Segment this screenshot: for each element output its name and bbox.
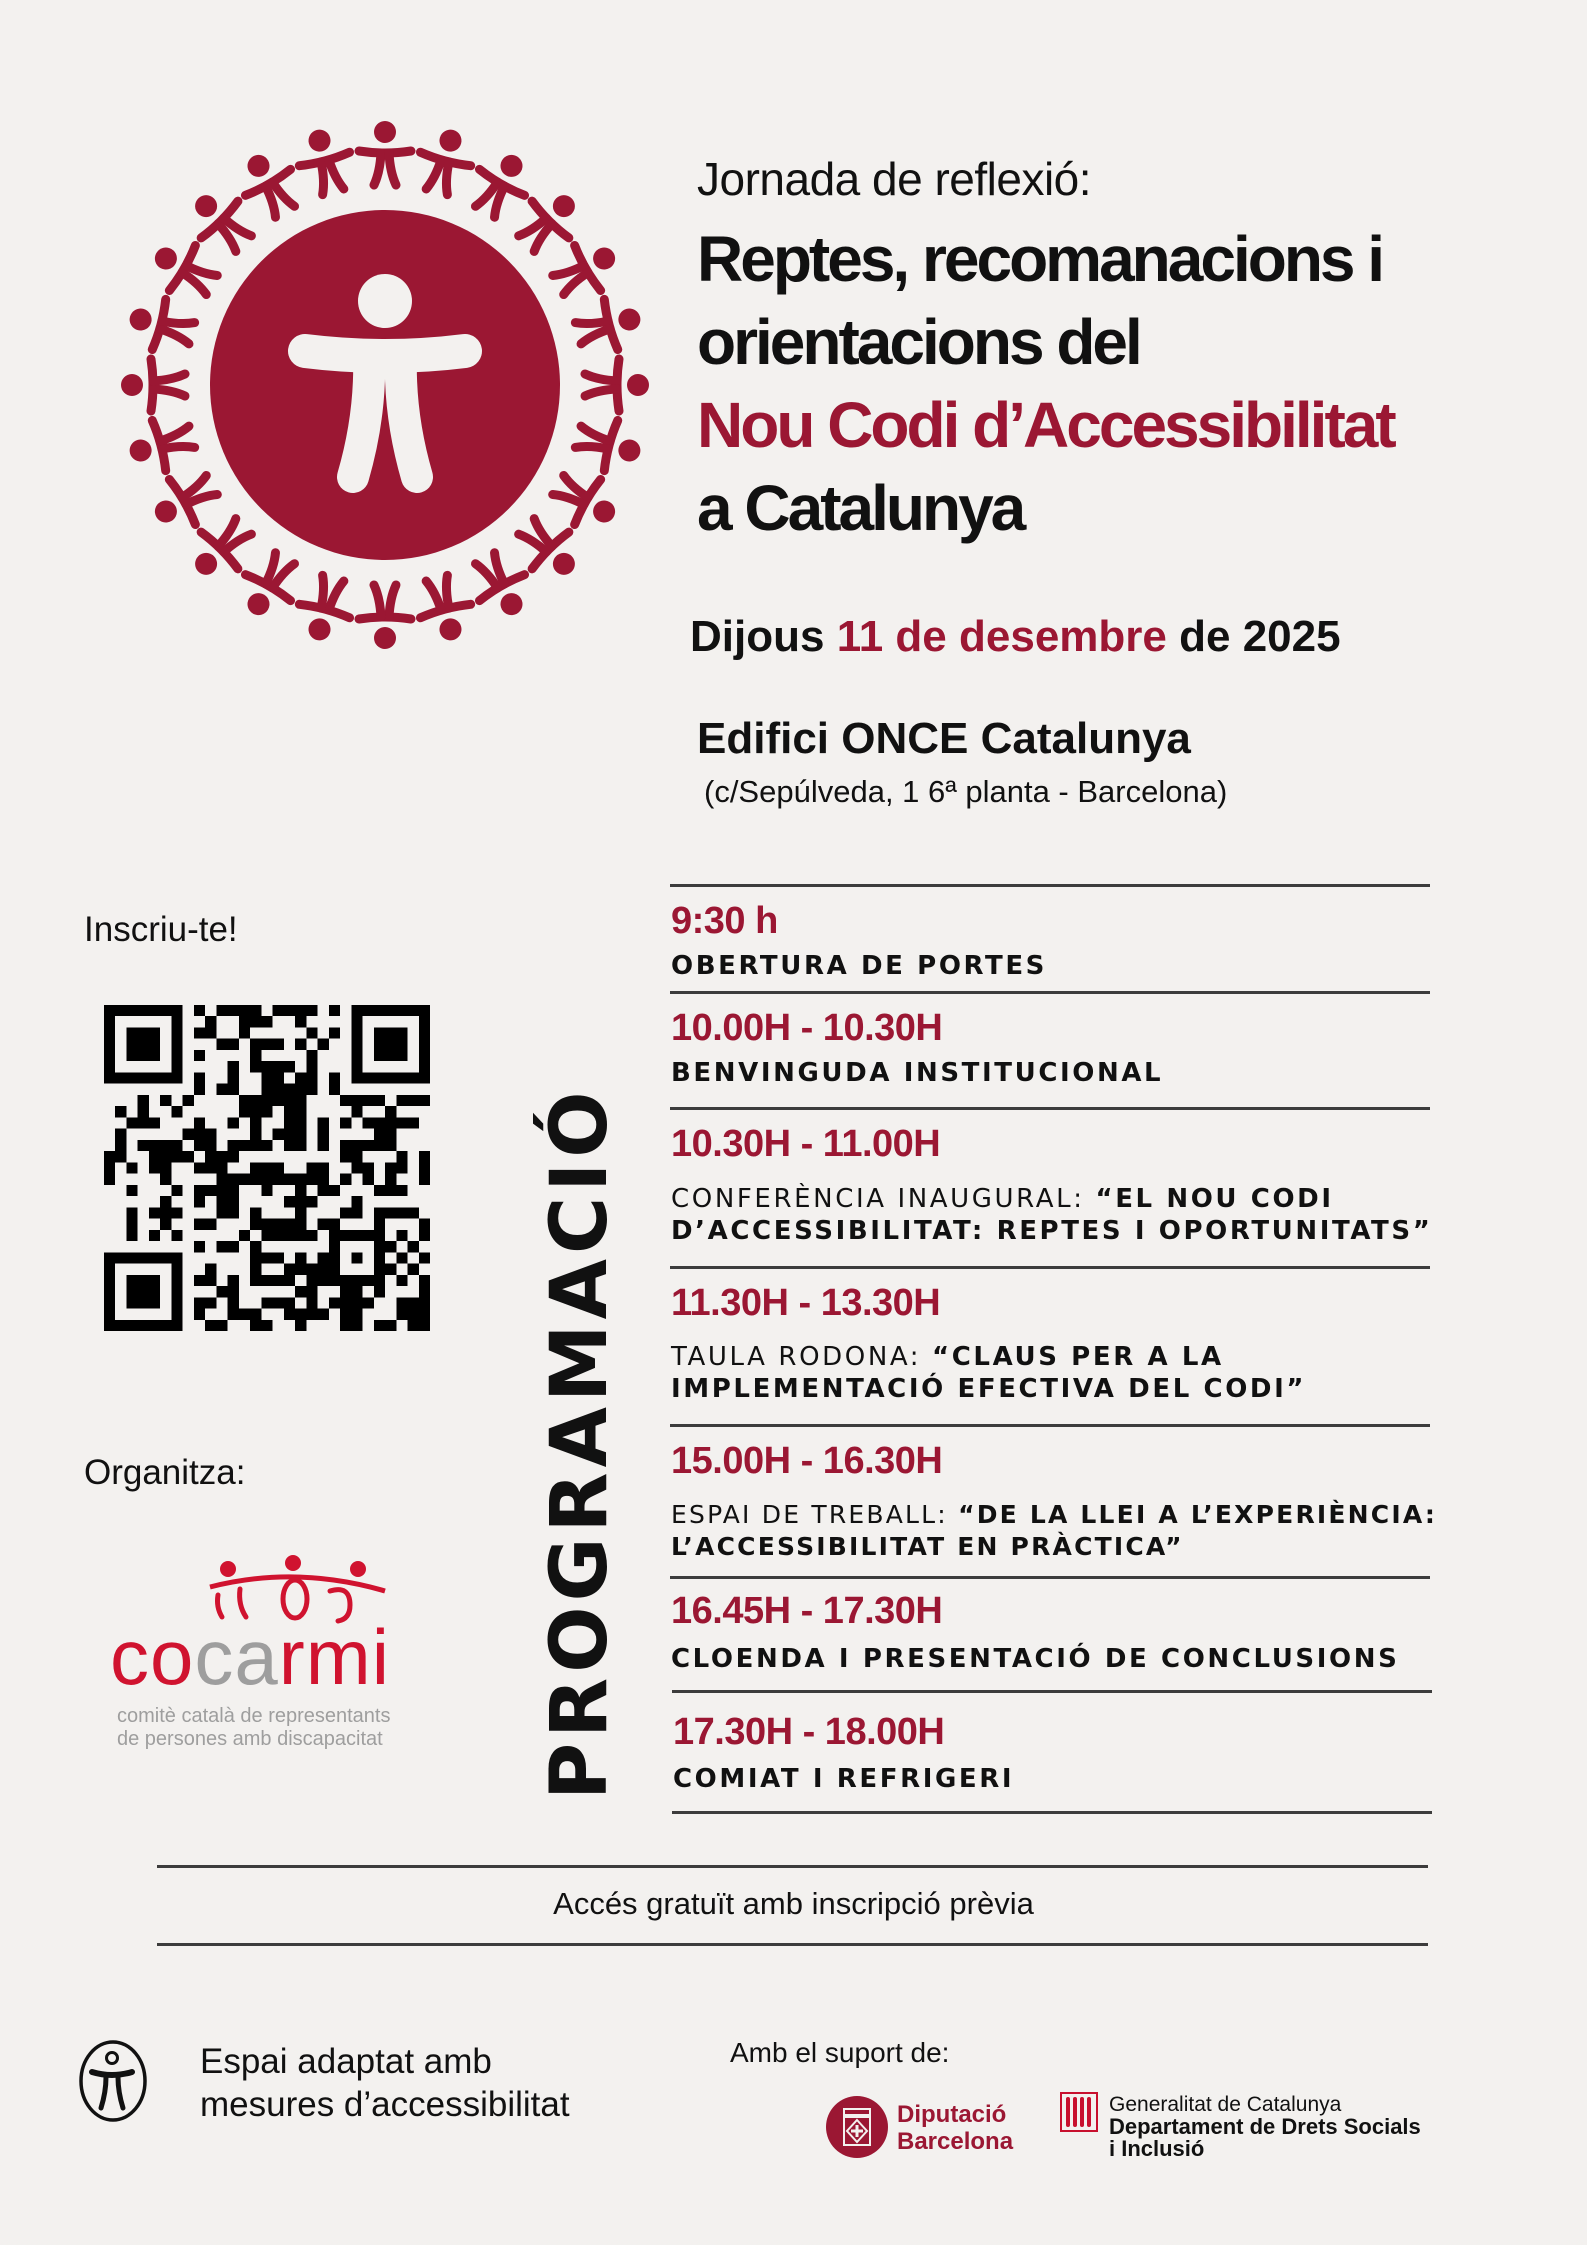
- cocarmi-subtitle: [117, 1705, 391, 1751]
- organizer-label: Organitza:: [84, 1453, 246, 1492]
- divider: [670, 1107, 1430, 1110]
- register-label: Inscriu-te!: [84, 910, 238, 949]
- schedule-time: 10.00H - 10.30H: [671, 1007, 943, 1049]
- schedule-time: 17.30H - 18.00H: [673, 1711, 945, 1753]
- schedule-description: [671, 1499, 1437, 1563]
- date-year: de 2025: [1179, 612, 1341, 661]
- accessibility-note-line: Espai adaptat amb: [200, 2042, 492, 2081]
- description-light: ESPAI DE TREBALL:: [671, 1500, 959, 1529]
- event-address: (c/Sepúlveda, 1 6ª planta - Barcelona): [704, 774, 1228, 809]
- description-bold: OBERTURA DE PORTES: [671, 951, 1048, 981]
- event-venue: Edifici ONCE Catalunya: [697, 714, 1191, 763]
- title-line: Reptes, recomanacions i: [697, 223, 1383, 295]
- wordmark-part: rmi: [278, 1613, 391, 1701]
- cocarmi-subtitle-line: de persones amb discapacitat: [117, 1728, 383, 1750]
- description-bold: BENVINGUDA INSTITUCIONAL: [671, 1058, 1164, 1088]
- schedule-description: [671, 1057, 1163, 1089]
- wordmark-part: ca: [194, 1613, 279, 1701]
- sponsor-name-line: Generalitat de Catalunya: [1109, 2093, 1342, 2116]
- wordmark-part: co: [110, 1613, 195, 1701]
- description-bold: “DE LA LLEI A L’EXPERIÈNCIA:: [958, 1500, 1438, 1529]
- description-bold: “EL NOU CODI: [1095, 1184, 1334, 1214]
- schedule-description: [671, 1183, 1432, 1247]
- cocarmi-wordmark: [110, 1612, 390, 1703]
- accessibility-note: [200, 2040, 570, 2126]
- description-bold: IMPLEMENTACIÓ EFECTIVA DEL CODI”: [671, 1374, 1307, 1404]
- description-bold: “CLAUS PER A LA: [932, 1342, 1224, 1372]
- schedule-description: [671, 1341, 1306, 1405]
- divider: [670, 884, 1430, 887]
- date-day-name: Dijous: [690, 612, 825, 661]
- title-line-accent: Nou Codi d’Accessibilitat: [697, 389, 1394, 461]
- title-line: a Catalunya: [697, 472, 1024, 544]
- description-bold: L’ACCESSIBILITAT EN PRÀCTICA”: [671, 1532, 1184, 1561]
- diputacio-barcelona-shield-icon: [826, 2096, 888, 2158]
- program-vertical-title: PROGRAMACIÓ: [535, 1086, 625, 1800]
- sponsor-name-line: Barcelona: [897, 2128, 1014, 2155]
- divider: [670, 1424, 1430, 1427]
- cocarmi-subtitle-line: comitè català de representants: [117, 1705, 391, 1727]
- schedule-time: 11.30H - 13.30H: [671, 1282, 941, 1324]
- description-light: TAULA RODONA:: [671, 1342, 933, 1372]
- description-bold: CLOENDA I PRESENTACIÓ DE CONCLUSIONS: [671, 1644, 1400, 1674]
- support-label: Amb el suport de:: [730, 2037, 950, 2068]
- event-subtitle: Jornada de reflexió:: [697, 153, 1092, 205]
- event-date: [690, 612, 1341, 662]
- description-bold: COMIAT I REFRIGERI: [673, 1764, 1015, 1794]
- divider: [670, 1266, 1430, 1269]
- sponsor-name-line: Departament de Drets Socials: [1109, 2114, 1421, 2139]
- event-title: [697, 218, 1394, 550]
- schedule-description: [673, 1763, 1014, 1795]
- schedule-time: 9:30 h: [671, 900, 778, 942]
- accessibility-person-icon: [78, 2040, 148, 2122]
- schedule-time: 10.30H - 11.00H: [671, 1123, 941, 1165]
- schedule-time: 15.00H - 16.30H: [671, 1440, 943, 1482]
- accessibility-circle-logo: [105, 105, 665, 665]
- description-bold: D’ACCESSIBILITAT: REPTES I OPORTUNITATS”: [671, 1216, 1433, 1246]
- generalitat-senyera-icon: [1060, 2092, 1098, 2132]
- divider: [670, 991, 1430, 994]
- schedule-description: [671, 1643, 1399, 1675]
- schedule-description: [671, 950, 1047, 982]
- divider: [157, 1943, 1428, 1946]
- divider: [157, 1865, 1428, 1868]
- diputacio-barcelona-name: [897, 2101, 1013, 2155]
- description-light: CONFERÈNCIA INAUGURAL:: [671, 1184, 1096, 1214]
- divider: [672, 1811, 1432, 1814]
- generalitat-name: [1109, 2094, 1421, 2160]
- free-access-note: Accés gratuït amb inscripció prèvia: [553, 1886, 1034, 1921]
- schedule-time: 16.45H - 17.30H: [671, 1590, 943, 1632]
- sponsor-name-line: i Inclusió: [1109, 2136, 1205, 2161]
- accessibility-circle-of-people-icon: [105, 105, 665, 665]
- qr-code-icon: [104, 1005, 430, 1331]
- sponsor-name-line: Diputació: [897, 2101, 1007, 2128]
- divider: [670, 1576, 1430, 1579]
- date-accent: 11 de desembre: [836, 612, 1167, 661]
- title-line: orientacions del: [697, 306, 1140, 378]
- accessibility-note-line: mesures d’accessibilitat: [200, 2085, 570, 2124]
- divider: [672, 1690, 1432, 1693]
- registration-qr-code[interactable]: [104, 1005, 430, 1331]
